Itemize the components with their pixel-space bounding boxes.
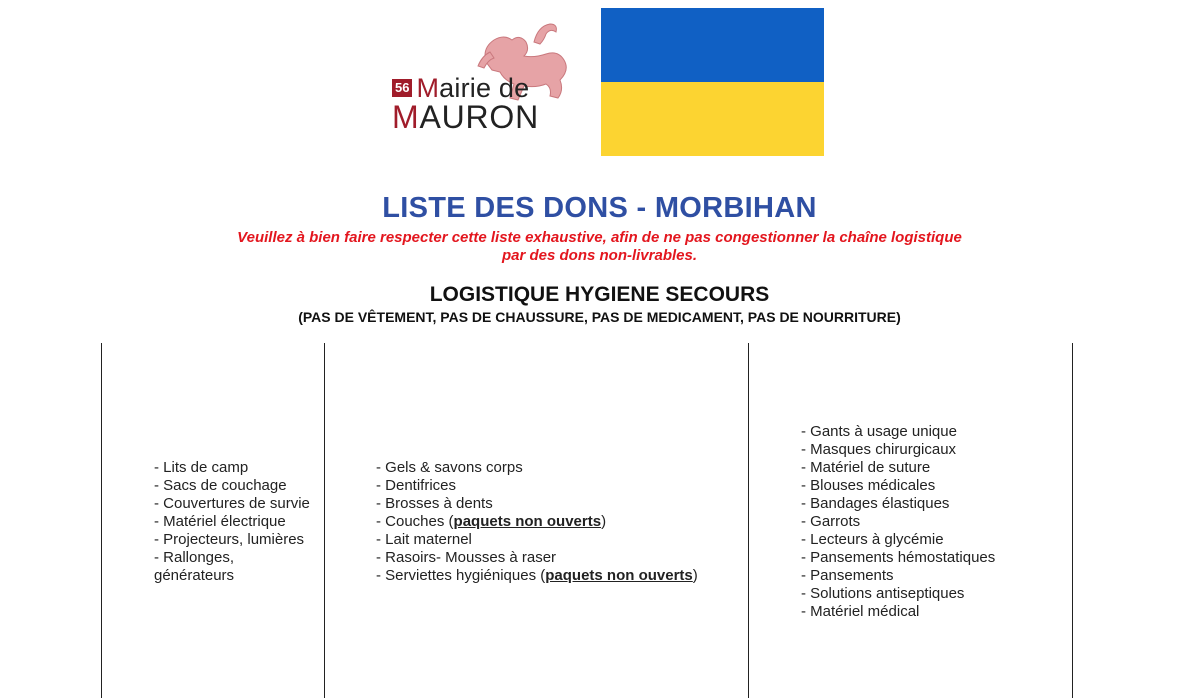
list-item: - Pansements: [801, 567, 894, 584]
list-item: - Blouses médicales: [801, 477, 936, 494]
list-item: - Couvertures de survie: [154, 495, 310, 512]
list-item: - Rasoirs- Mousses à raser: [376, 549, 557, 566]
list-item: - Masques chirurgicaux: [801, 441, 957, 458]
list-item: - Lits de camp: [154, 459, 249, 476]
list-item: - Dentifrices: [376, 477, 457, 494]
list-item: - Lecteurs à glycémie: [801, 531, 944, 548]
list-item: - Garrots: [801, 513, 861, 530]
logo-line1: Mairie de: [416, 72, 530, 103]
list-item: - Projecteurs, lumières: [154, 531, 305, 548]
list-item: - Sacs de couchage: [154, 477, 287, 494]
table-divider: [1072, 343, 1073, 698]
section-subtitle: (PAS DE VÊTEMENT, PAS DE CHAUSSURE, PAS DE MEDICAMENT, PAS DE NOURRITURE): [298, 309, 901, 325]
mairie-logo: [392, 22, 592, 142]
list-item-couches: - Couches (paquets non ouverts): [376, 513, 607, 530]
ukraine-flag: [601, 8, 824, 156]
unopened-note: paquets non ouverts: [545, 567, 693, 584]
list-item: - Pansements hémostatiques: [801, 549, 996, 566]
list-item: - Solutions antiseptiques: [801, 585, 965, 602]
unopened-note: paquets non ouverts: [453, 513, 602, 530]
section-title: LOGISTIQUE HYGIENE SECOURS: [429, 283, 770, 306]
list-item: - Matériel électrique: [154, 513, 286, 530]
list-item-serviettes: - Serviettes hygiéniques (paquets non ouverts): [376, 567, 698, 584]
list-item: - Lait maternel: [376, 531, 472, 548]
table-divider: [101, 343, 102, 698]
logo-line2: MAURON: [392, 99, 540, 135]
department-badge: 56: [392, 79, 412, 97]
list-item: - Bandages élastiques: [801, 495, 950, 512]
list-item: générateurs: [154, 567, 235, 584]
page-title: LISTE DES DONS - MORBIHAN: [382, 192, 817, 224]
hygiene-list: [376, 459, 698, 585]
list-item: - Matériel de suture: [801, 459, 931, 476]
warning-line-2: par des dons non-livrables.: [501, 247, 698, 264]
table-divider: [748, 343, 749, 698]
warning-notice: [0, 229, 1199, 265]
table-divider: [324, 343, 325, 698]
list-item: - Rallonges,: [154, 549, 235, 566]
list-item: - Matériel médical: [801, 603, 920, 620]
flag-blue-stripe: [601, 8, 824, 82]
list-item: - Gants à usage unique: [801, 423, 957, 440]
warning-line-1: Veuillez à bien faire respecter cette liste exhaustive, afin de ne pas congestionner la chaîne logistique: [237, 229, 962, 246]
secours-list: [801, 423, 995, 621]
list-item: - Gels & savons corps: [376, 459, 523, 476]
logistique-list: [154, 459, 310, 585]
flag-yellow-stripe: [601, 82, 824, 156]
list-item: - Brosses à dents: [376, 495, 493, 512]
